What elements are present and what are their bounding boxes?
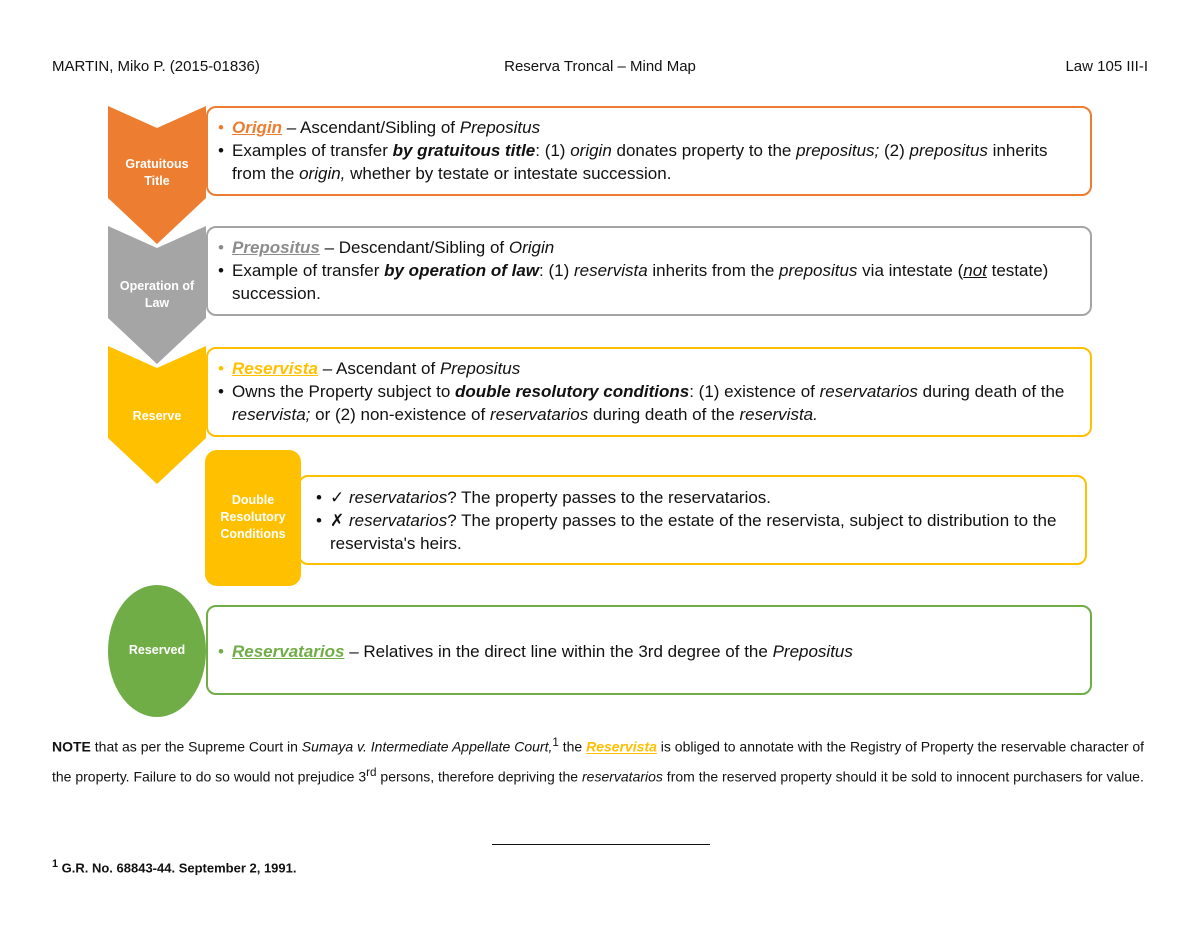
text-run: the bbox=[558, 738, 587, 755]
reservatarios-definition-italic: Prepositus bbox=[772, 642, 853, 661]
bullet-icon: • bbox=[218, 382, 224, 401]
text-run: Owns the Property subject to bbox=[232, 382, 455, 401]
double-label-line2: Resolutory bbox=[220, 510, 286, 524]
reserved-ellipse bbox=[108, 585, 206, 717]
text-run: during death of the bbox=[588, 405, 740, 424]
bullet-icon: • bbox=[218, 642, 224, 661]
text-run: not bbox=[963, 261, 987, 280]
header-title: Reserva Troncal – Mind Map bbox=[504, 58, 696, 75]
double-label-line3: Conditions bbox=[220, 527, 286, 541]
check-icon: ✓ bbox=[330, 488, 349, 507]
text-run: inherits from the bbox=[232, 141, 1048, 183]
double-conditions-badge bbox=[205, 450, 301, 586]
prepositus-definition-italic: Origin bbox=[508, 238, 555, 257]
text-run: ? The property passes to the reservatarios. bbox=[447, 488, 772, 507]
prepositus-item bbox=[216, 236, 1076, 259]
text-run: reservatarios bbox=[819, 382, 918, 401]
reserve-box bbox=[206, 347, 1092, 437]
text-run: whether by testate or intestate succession. bbox=[345, 164, 672, 183]
text-run: reservista; bbox=[232, 405, 311, 424]
footnote-text: G.R. No. 68843-44. September 2, 1991. bbox=[58, 860, 297, 876]
double-conditions-box bbox=[298, 475, 1087, 565]
gratuitous-title-chevron bbox=[108, 106, 206, 246]
operation-label-line2: Law bbox=[144, 296, 170, 310]
footnote-separator bbox=[492, 844, 710, 845]
text-run: reservatarios bbox=[489, 405, 589, 424]
gratuitous-label-line2: Title bbox=[144, 174, 170, 188]
text-run: testate) succession. bbox=[232, 261, 1049, 303]
text-run: rd bbox=[366, 765, 377, 779]
text-run: Example of transfer bbox=[232, 261, 385, 280]
reservista-term: Reservista bbox=[232, 359, 319, 378]
text-run: via intestate ( bbox=[857, 261, 964, 280]
reservista-definition: – Ascendant of bbox=[318, 359, 440, 378]
prepositus-definition: – Descendant/Sibling of bbox=[319, 238, 509, 257]
text-run: reservatarios bbox=[582, 768, 663, 785]
text-run: origin bbox=[570, 141, 612, 160]
reserved-label: Reserved bbox=[128, 643, 186, 657]
reserved-box bbox=[206, 605, 1092, 695]
reservista-item bbox=[216, 357, 1076, 380]
text-run: : (1) existence of bbox=[689, 382, 820, 401]
text-run: reservista. bbox=[739, 405, 818, 424]
reserve-label: Reserve bbox=[132, 409, 182, 423]
text-run: (2) bbox=[879, 141, 910, 160]
reservatarios-definition: – Relatives in the direct line within the 3rd degree of the bbox=[344, 642, 773, 661]
footnote-number: 1 bbox=[52, 858, 59, 870]
text-run: : (1) bbox=[535, 141, 571, 160]
bullet-icon: • bbox=[218, 238, 224, 257]
reservatarios-term: Reservatarios bbox=[232, 642, 345, 661]
bullet-icon: • bbox=[218, 141, 224, 160]
text-run: from the reserved property should it be sold to innocent purchasers for value. bbox=[662, 768, 1144, 785]
reserve-chevron bbox=[108, 346, 206, 486]
text-run: origin, bbox=[299, 164, 346, 183]
text-run: persons, therefore depriving the bbox=[376, 768, 582, 785]
operation-example-item bbox=[216, 259, 1076, 305]
prepositus-term: Prepositus bbox=[232, 238, 320, 257]
double-label-line1: Double bbox=[231, 493, 275, 507]
text-run: by operation of law bbox=[384, 261, 540, 280]
text-run: during death of the bbox=[917, 382, 1065, 401]
case-citation: Sumaya v. Intermediate Appellate Court, bbox=[301, 738, 553, 755]
text-run: inherits from the bbox=[647, 261, 779, 280]
text-run: by gratuitous title bbox=[392, 141, 536, 160]
text-run: that as per the Supreme Court in bbox=[90, 738, 302, 755]
reserve-ownership-item bbox=[216, 380, 1076, 426]
text-run: reservatarios bbox=[348, 488, 448, 507]
condition-absent-item bbox=[314, 509, 1071, 555]
text-run: Examples of transfer bbox=[232, 141, 393, 160]
text-run: prepositus bbox=[779, 261, 858, 280]
operation-of-law-chevron bbox=[108, 226, 206, 366]
condition-present-item bbox=[314, 486, 1071, 509]
text-run: or (2) non-existence of bbox=[310, 405, 490, 424]
text-run: : (1) bbox=[539, 261, 574, 280]
operation-of-law-box bbox=[206, 226, 1092, 316]
note-reservista-term: Reservista bbox=[586, 738, 657, 755]
header-course: Law 105 III-I bbox=[1065, 58, 1148, 75]
cross-icon: ✗ bbox=[330, 511, 349, 530]
bullet-icon: • bbox=[218, 118, 224, 137]
text-run: donates property to the bbox=[611, 141, 797, 160]
reservatarios-item bbox=[216, 640, 1076, 663]
gratuitous-title-box bbox=[206, 106, 1092, 196]
operation-label-line1: Operation of bbox=[119, 279, 195, 293]
origin-term: Origin bbox=[232, 118, 283, 137]
reservista-definition-italic: Prepositus bbox=[439, 359, 521, 378]
gratuitous-example-item bbox=[216, 139, 1076, 185]
origin-item bbox=[216, 116, 1076, 139]
footnote-ref: 1 bbox=[552, 736, 559, 749]
text-run: is obliged to annotate with the Registry of Property the reservable character of the property. Failure to do so would not prejudice 3 bbox=[52, 738, 1145, 785]
bullet-icon: • bbox=[218, 261, 224, 280]
text-run: ? The property passes to the estate of the reservista, subject to distribution to the reservista's heirs. bbox=[330, 511, 1057, 553]
origin-definition-italic: Prepositus bbox=[459, 118, 541, 137]
text-run: prepositus bbox=[909, 141, 988, 160]
note-paragraph bbox=[52, 730, 1152, 789]
text-run: prepositus; bbox=[796, 141, 880, 160]
bullet-icon: • bbox=[316, 488, 322, 507]
text-run: reservista bbox=[573, 261, 648, 280]
text-run: double resolutory conditions bbox=[455, 382, 690, 401]
bullet-icon: • bbox=[316, 511, 322, 530]
bullet-icon: • bbox=[218, 359, 224, 378]
text-run: reservatarios bbox=[348, 511, 448, 530]
origin-definition: – Ascendant/Sibling of bbox=[282, 118, 460, 137]
footnote bbox=[52, 858, 296, 875]
text-run: NOTE bbox=[52, 738, 91, 755]
header-author: MARTIN, Miko P. (2015-01836) bbox=[52, 58, 260, 75]
gratuitous-label-line1: Gratuitous bbox=[125, 157, 189, 171]
